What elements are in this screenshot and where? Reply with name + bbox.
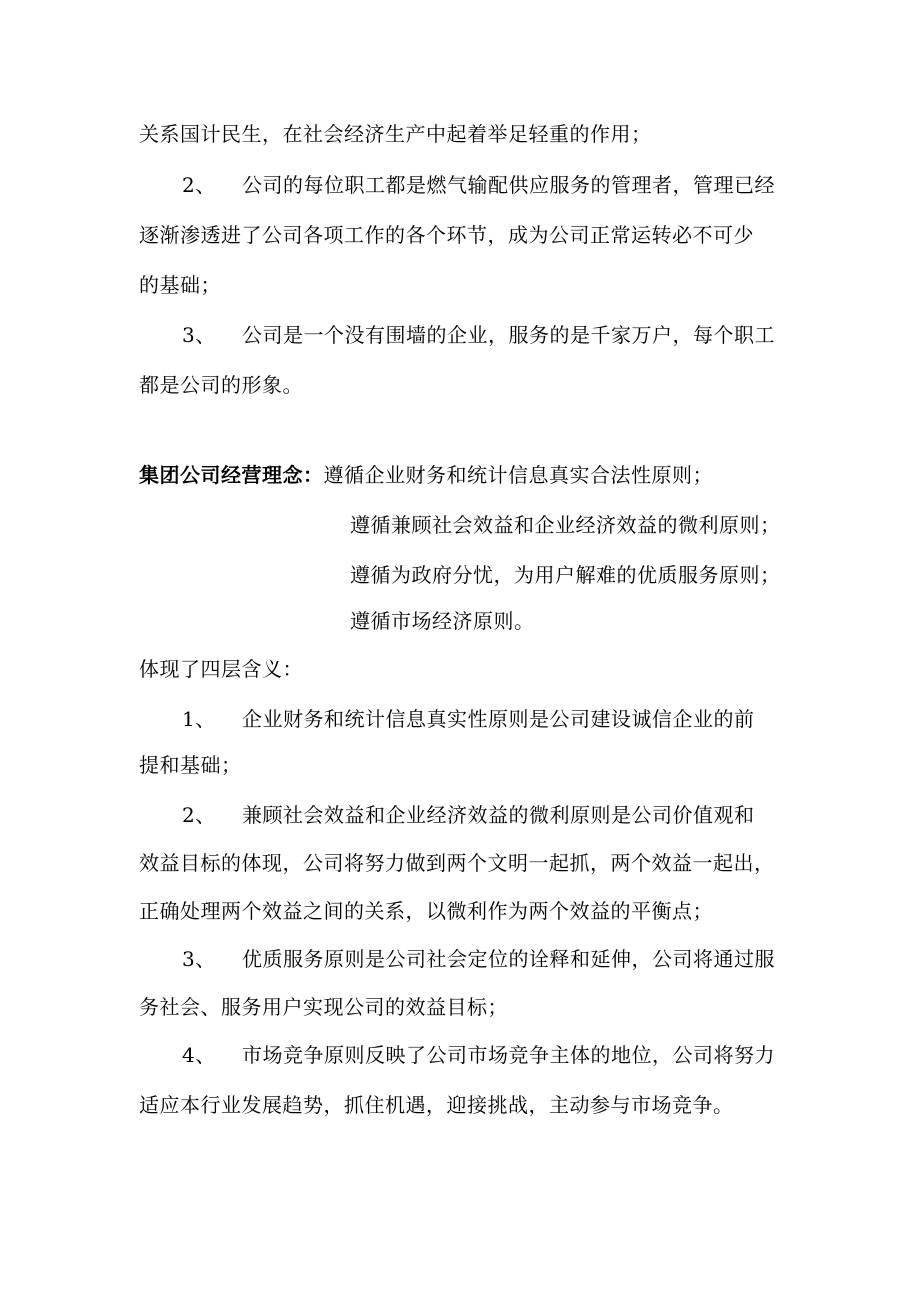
meaning-item-4-line-1 — [182, 1042, 775, 1068]
list-number: 3、 — [182, 323, 216, 347]
philosophy-heading: 集团公司经营理念： — [139, 463, 324, 487]
list-item-3-line-1 — [182, 322, 775, 348]
list-item-2-line-1 — [182, 172, 775, 198]
philosophy-principle: 遵循企业财务和统计信息真实合法性原则； — [323, 463, 713, 487]
list-text: 市场竞争原则反映了公司市场竞争主体的地位，公司将努力 — [242, 1043, 775, 1067]
meaning-item-1-line-1 — [182, 706, 755, 732]
meaning-item-2-line-2: 效益目标的体现，公司将努力做到两个文明一起抓，两个效益一起出， — [139, 851, 775, 875]
list-number: 1、 — [182, 707, 216, 731]
meanings-intro: 体现了四层含义： — [139, 657, 303, 681]
list-text: 公司的每位职工都是燃气输配供应服务的管理者，管理已经 — [242, 173, 775, 197]
philosophy-line-1 — [139, 462, 713, 488]
philosophy-principle: 遵循兼顾社会效益和企业经济效益的微利原则； — [350, 513, 781, 537]
philosophy-principle: 遵循市场经济原则。 — [350, 609, 535, 633]
list-text: 公司是一个没有围墙的企业，服务的是千家万户，每个职工 — [242, 323, 775, 347]
meaning-item-1-line-2: 提和基础； — [139, 753, 242, 777]
philosophy-principle: 遵循为政府分忧，为用户解难的优质服务原则； — [350, 563, 781, 587]
meaning-item-3-line-1 — [182, 946, 775, 972]
paragraph-line: 关系国计民生，在社会经济生产中起着举足轻重的作用； — [139, 122, 652, 146]
meaning-item-4-line-2: 适应本行业发展趋势，抓住机遇，迎接挑战，主动参与市场竞争。 — [139, 1093, 734, 1117]
list-number: 2、 — [182, 173, 216, 197]
list-text: 兼顾社会效益和企业经济效益的微利原则是公司价值观和 — [242, 803, 755, 827]
list-item-2-line-2: 逐渐渗透进了公司各项工作的各个环节，成为公司正常运转必不可少 — [139, 223, 754, 247]
meaning-item-2-line-1 — [182, 802, 755, 828]
list-text: 优质服务原则是公司社会定位的诠释和延伸，公司将通过服 — [242, 947, 775, 971]
list-number: 4、 — [182, 1043, 216, 1067]
list-item-2-line-3: 的基础； — [139, 273, 221, 297]
list-text: 企业财务和统计信息真实性原则是公司建设诚信企业的前 — [242, 707, 755, 731]
meaning-item-3-line-2: 务社会、服务用户实现公司的效益目标； — [139, 995, 508, 1019]
list-item-3-line-2: 都是公司的形象。 — [139, 373, 303, 397]
list-number: 2、 — [182, 803, 216, 827]
meaning-item-2-line-3: 正确处理两个效益之间的关系，以微利作为两个效益的平衡点； — [139, 899, 713, 923]
list-number: 3、 — [182, 947, 216, 971]
